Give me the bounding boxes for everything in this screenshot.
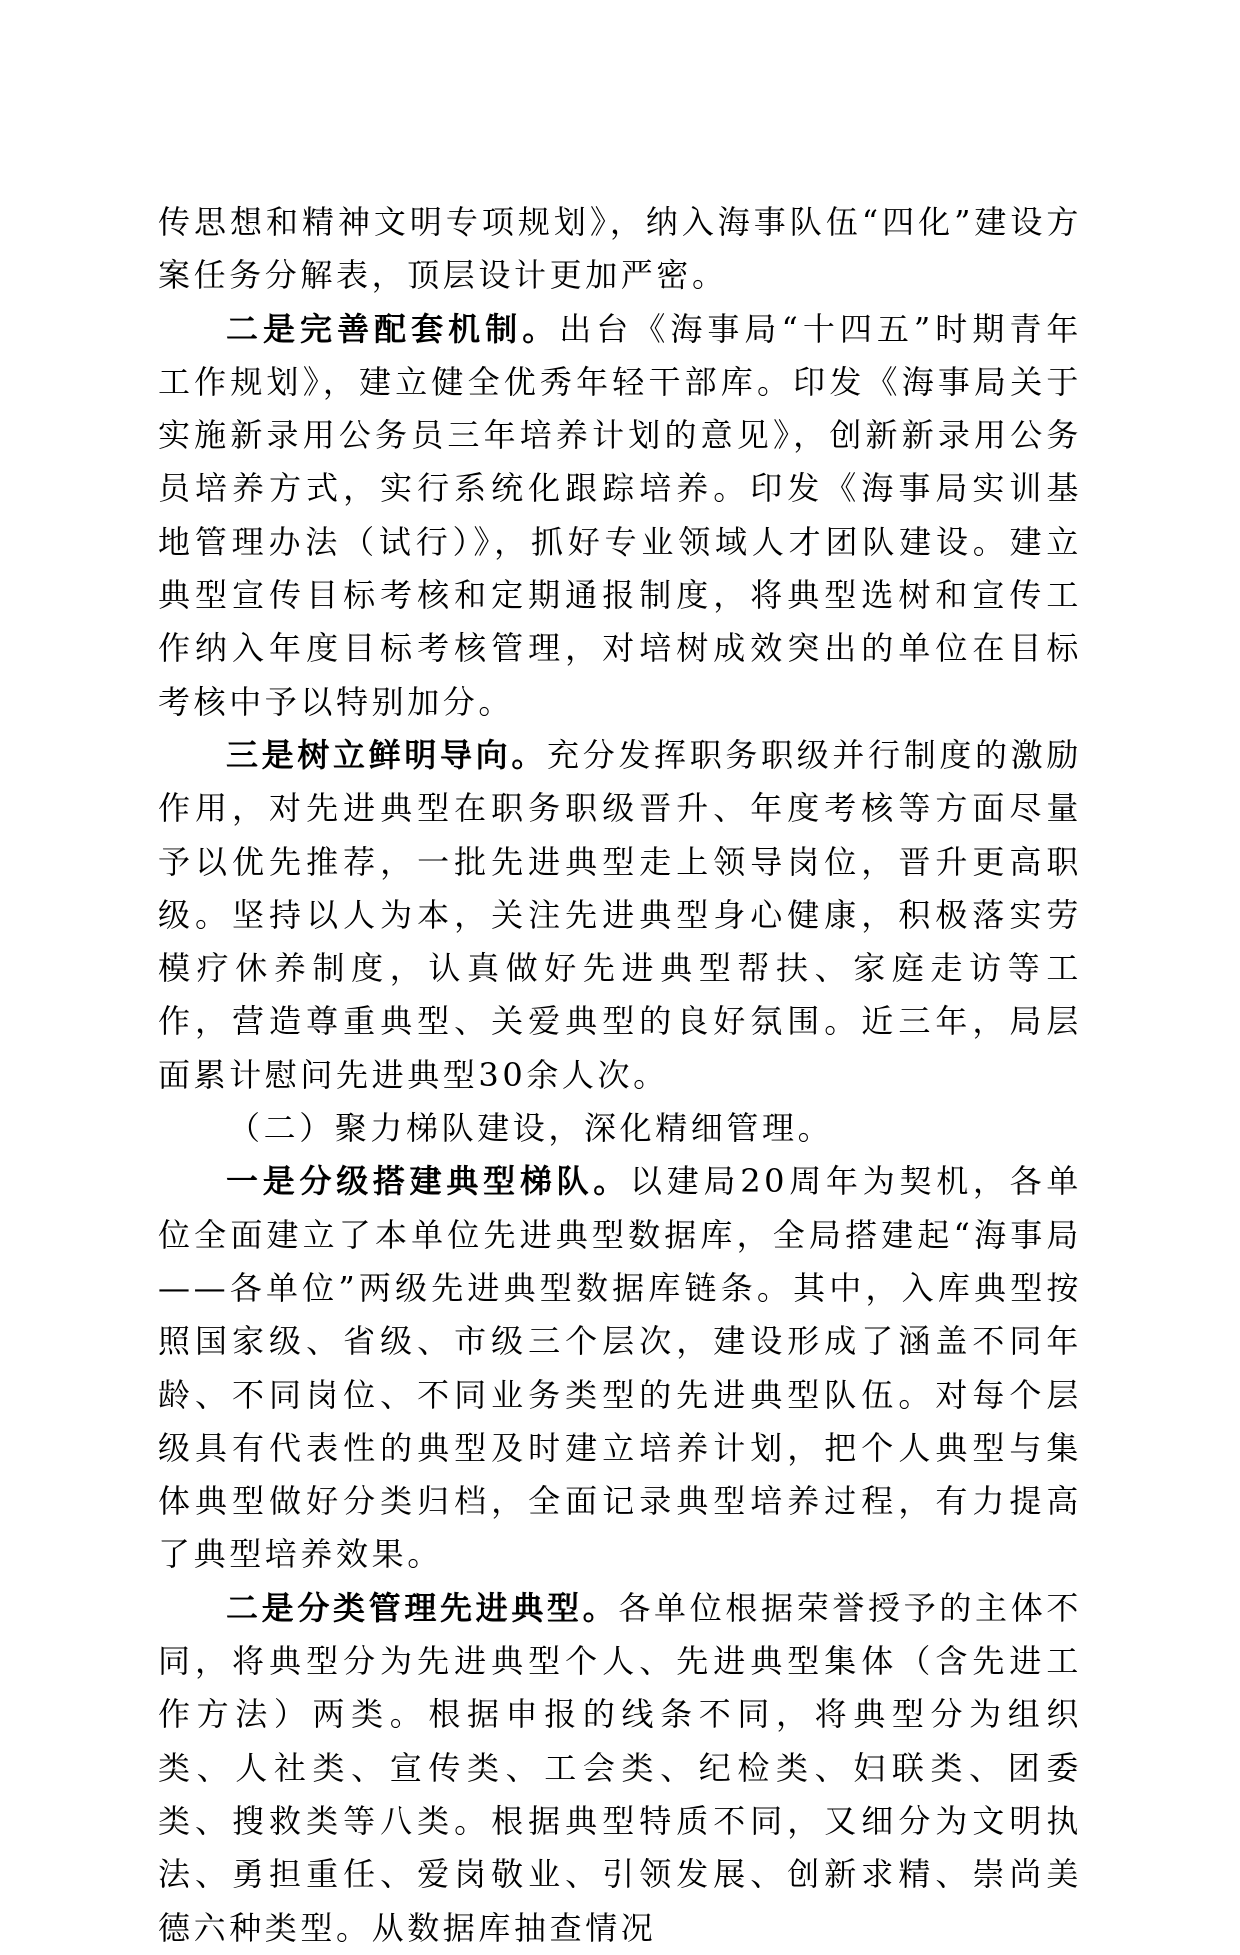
- section-heading: [158, 1102, 1082, 1155]
- paragraph-text: 以建局20周年为契机，各单位全面建立了本单位先进典型数据库，全局搭建起“海事局——各单位”两级先进典型数据库链条。其中，入库典型按照国家级、省级、市级三个层次，建设形成了涵盖不同年龄、不同岗位、不同业务类型的先进典型队伍。对每个层级具有代表性的典型及时建立培养计划，把个人典型与集体典型做好分类归档，全面记录典型培养过程，有力提高了典型培养效果。: [158, 1162, 1082, 1574]
- document-page: [158, 196, 1082, 1955]
- paragraph-lead: 二是分类管理先进典型。: [226, 1588, 619, 1627]
- paragraph-improve-mechanism: [158, 303, 1082, 729]
- paragraph-lead: 一是分级搭建典型梯队。: [226, 1162, 631, 1201]
- paragraph-text: 出台《海事局“十四五”时期青年工作规划》，建立健全优秀年轻干部库。印发《海事局关于实施新录用公务员三年培养计划的意见》，创新新录用公务员培养方式，实行系统化跟踪培养。印发《海事局实训基地管理办法（试行）》，抓好专业领域人才团队建设。建立典型宣传目标考核和定期通报制度，将典型选树和宣传工作纳入年度目标考核管理，对培树成效突出的单位在目标考核中予以特别加分。: [158, 309, 1082, 721]
- paragraph-tiered-echelon: [158, 1155, 1082, 1581]
- paragraph-lead: 二是完善配套机制。: [226, 309, 560, 348]
- paragraph-continuation: [158, 196, 1082, 303]
- paragraph-lead: 三是树立鲜明导向。: [226, 735, 548, 774]
- paragraph-classified-management: [158, 1582, 1082, 1955]
- paragraph-text: 各单位根据荣誉授予的主体不同，将典型分为先进典型个人、先进典型集体（含先进工作方法）两类。根据申报的线条不同，将典型分为组织类、人社类、宣传类、工会类、纪检类、妇联类、团委类、搜救类等八类。根据典型特质不同，又细分为文明执法、勇担重任、爱岗敬业、引领发展、创新求精、崇尚美德六种类型。从数据库抽查情况: [158, 1588, 1082, 1947]
- section-heading-text: （二）聚力梯队建设，深化精细管理。: [228, 1109, 834, 1148]
- paragraph-text: 充分发挥职务职级并行制度的激励作用，对先进典型在职务职级晋升、年度考核等方面尽量予以优先推荐，一批先进典型走上领导岗位，晋升更高职级。坚持以人为本，关注先进典型身心健康，积极落实劳模疗休养制度，认真做好先进典型帮扶、家庭走访等工作，营造尊重典型、关爱典型的良好氛围。近三年，局层面累计慰问先进典型30余人次。: [158, 735, 1082, 1094]
- paragraph-clear-orientation: [158, 729, 1082, 1102]
- paragraph-text: 传思想和精神文明专项规划》，纳入海事队伍“四化”建设方案任务分解表，顶层设计更加严密。: [158, 203, 1082, 295]
